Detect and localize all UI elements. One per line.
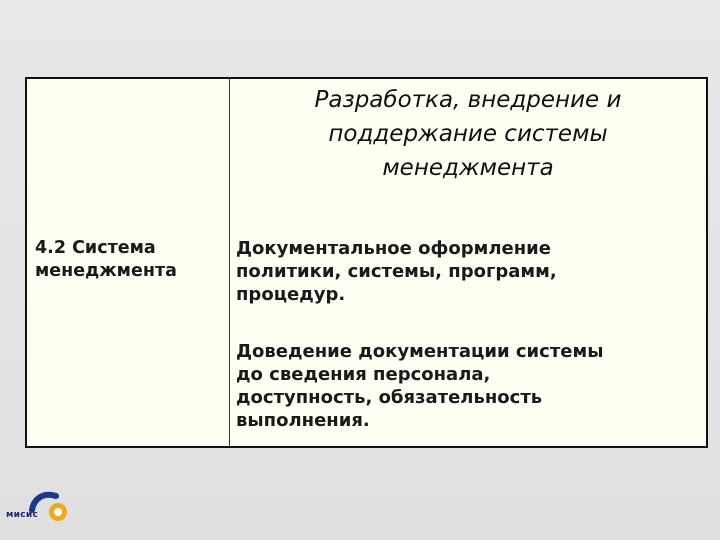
content-table [25,77,708,448]
logo-text: мисис [6,510,39,520]
section-label: 4.2 Система менеджмента [35,238,177,281]
header-cell [230,79,706,227]
description-paragraph-1: Документальное оформление политики, системы, программ, процедур. [236,238,557,305]
header-title: Разработка, внедрение и поддержание системы менеджмента [314,87,622,181]
misis-logo [2,488,74,532]
description-paragraph-2: Доведение документации системы до сведения персонала, доступность, обязательность выполнения. [236,341,604,431]
